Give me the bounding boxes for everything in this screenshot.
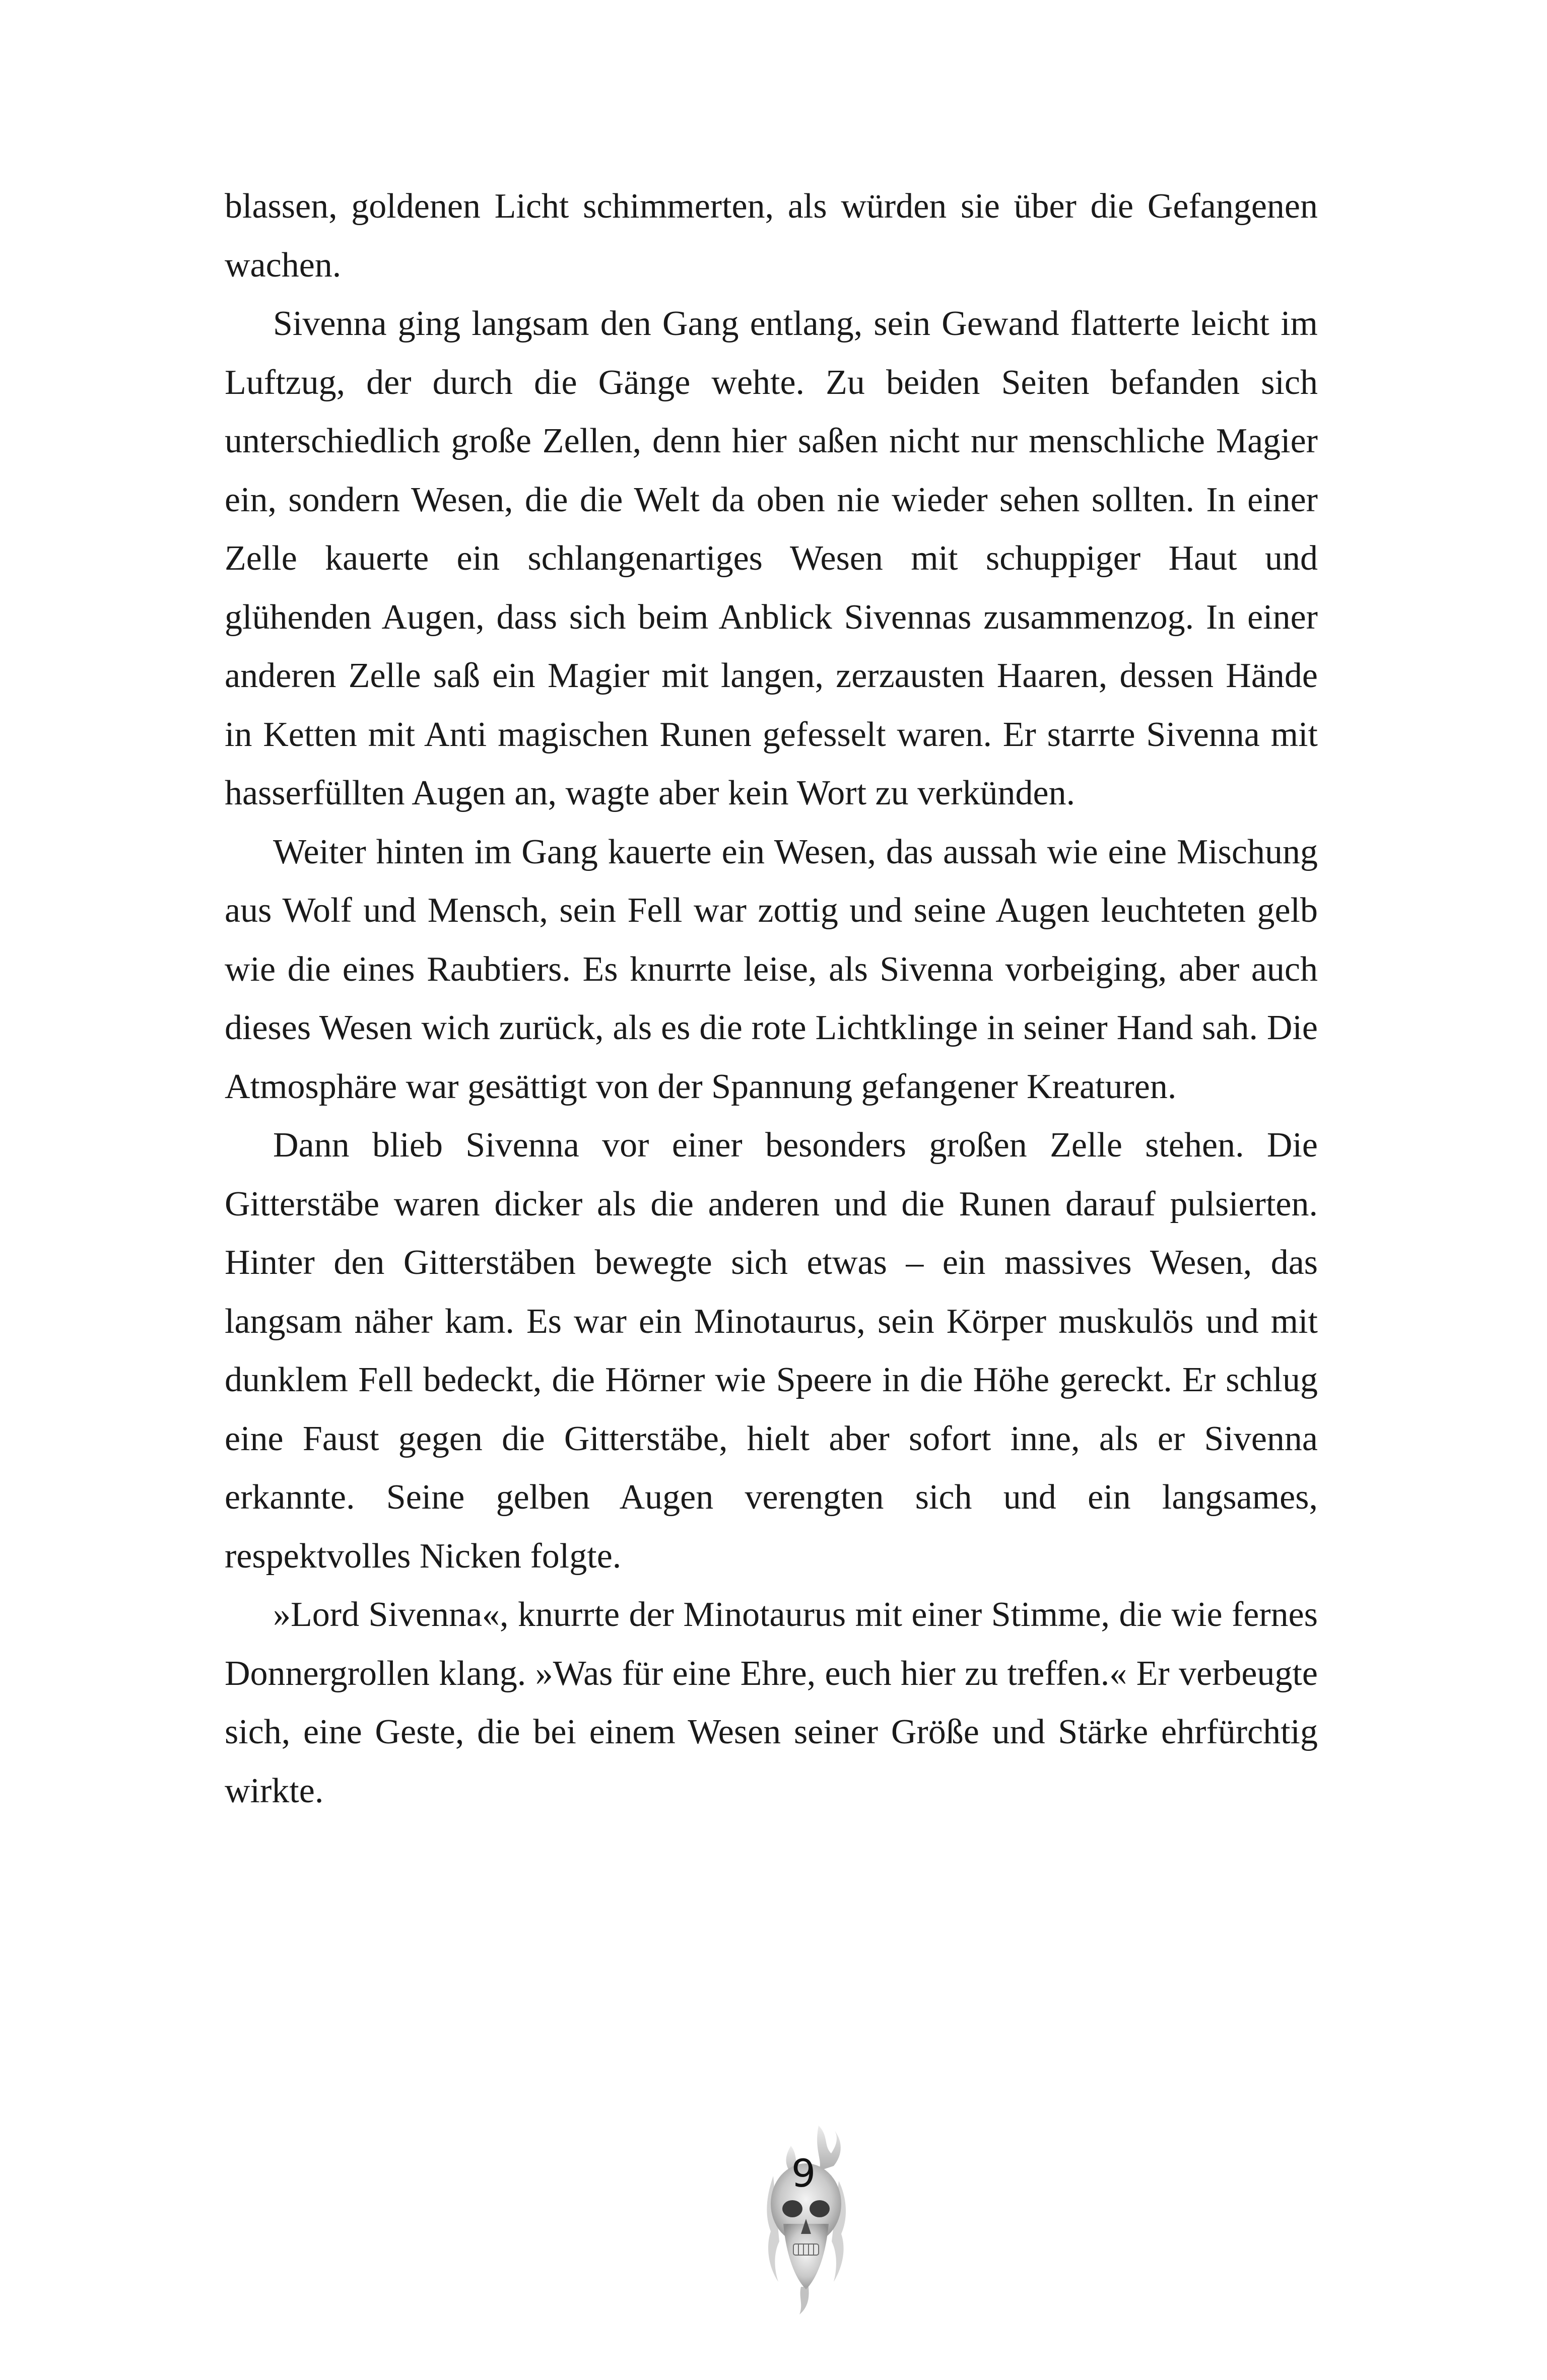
paragraph: Dann blieb Sivenna vor einer besonders großen Zelle stehen. Die Gitterstäbe waren dicker als die anderen und die Runen darauf pulsierten. Hinter den Gitterstäben bewegte sich etwas – ein massives Wesen, das langsam näher kam. Es war ein Minotaurus, sein Körper muskulös und mit dunklem Fell bedeckt, die Hörner wie Speere in die Höhe gereckt. Er schlug eine Faust gegen die Gitterstäbe, hielt aber sofort inne, als er Sivenna erkannte. Seine gelben Augen verengten sich und ein langsames, respektvolles Nicken folgte.: [225, 1126, 1318, 1576]
paragraph-continued: blassen, goldenen Licht schimmerten, als würden sie über die Gefangenen wachen.: [225, 187, 1318, 285]
page-number: 9: [791, 2151, 816, 2196]
page-footer: [743, 2116, 864, 2317]
skull-flame-icon: [743, 2116, 864, 2317]
body-text: [225, 177, 1318, 1820]
paragraph: »Lord Sivenna«, knurrte der Minotaurus mit einer Stimme, die wie fernes Donnergrollen klang. »Was für eine Ehre, euch hier zu treffen.« Er verbeugte sich, eine Geste, die bei einem Wesen seiner Größe und Stärke ehrfürchtig wirkte.: [225, 1595, 1318, 1810]
paragraph: Sivenna ging langsam den Gang entlang, sein Gewand flatterte leicht im Luftzug, der durch die Gänge wehte. Zu beiden Seiten befanden sich unterschiedlich große Zellen, denn hier saßen nicht nur menschliche Magier ein, sondern Wesen, die die Welt da oben nie wieder sehen sollten. In einer Zelle kauerte ein schlangenartiges Wesen mit schuppiger Haut und glühenden Augen, dass sich beim Anblick Sivennas zusammenzog. In einer anderen Zelle saß ein Magier mit langen, zerzausten Haaren, dessen Hände in Ketten mit Anti magischen Runen gefesselt waren. Er starrte Sivenna mit hasserfüllten Augen an, wagte aber kein Wort zu verkünden.: [225, 304, 1318, 812]
paragraph: Weiter hinten im Gang kauerte ein Wesen, das aussah wie eine Mischung aus Wolf und Mensch, sein Fell war zottig und seine Augen leuchteten gelb wie die eines Raubtiers. Es knurrte leise, als Sivenna vorbeiging, aber auch dieses Wesen wich zurück, als es die rote Lichtklinge in seiner Hand sah. Die Atmosphäre war gesättigt von der Spannung gefangener Kreaturen.: [225, 832, 1318, 1106]
